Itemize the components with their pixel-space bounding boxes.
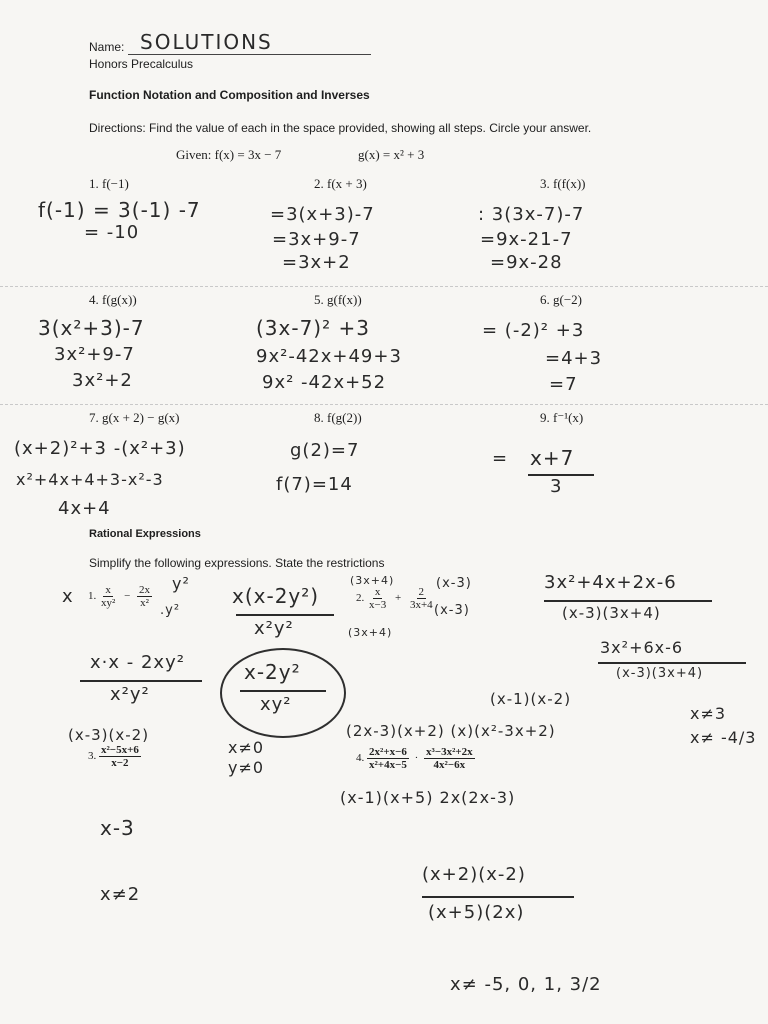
r1-minus: − [124, 590, 131, 603]
problem-7-work-3: 4x+4 [58, 498, 111, 519]
r2-annot-mult-top: (3x+4) [350, 574, 395, 587]
problem-3-label: 3. f(f(x)) [540, 176, 586, 191]
r1-restriction-2: y≠0 [228, 758, 265, 777]
problem-9-label: 9. f⁻¹(x) [540, 410, 584, 425]
r4-restriction: x≠ -5, 0, 1, 3/2 [450, 974, 602, 995]
r4-answer-bar [422, 896, 574, 898]
r2-step-den: (x-3)(3x+4) [616, 666, 704, 681]
r2-work-den: (x-3)(3x+4) [562, 604, 661, 622]
r2-term-2 [408, 586, 435, 611]
r1-annot-x: x [62, 586, 74, 607]
r1-label: 1. [88, 590, 97, 603]
problem-8-work-2: f(7)=14 [276, 474, 353, 495]
problem-7-work-1: (x+2)²+3 -(x²+3) [14, 438, 186, 459]
course-name: Honors Precalculus [89, 57, 194, 71]
r2-step-bar [598, 662, 746, 664]
r3-den: x−2 [111, 757, 129, 769]
problem-3-work-2: =9x-21-7 [480, 229, 573, 250]
problem-4-work-1: 3(x²+3)-7 [38, 316, 145, 340]
row-separator-1 [0, 286, 768, 287]
r4-factor-2-den: 4x²−6x [433, 759, 466, 771]
problem-3-work-1: : 3(3x-7)-7 [478, 204, 585, 225]
r2-term-1 [367, 586, 388, 611]
r2-expression [356, 586, 435, 611]
directions: Directions: Find the value of each in the space provided, showing all steps. Circle your answer. [89, 121, 592, 135]
problem-9-numerator: x+7 [530, 446, 575, 470]
problem-2-label: 2. f(x + 3) [314, 176, 367, 191]
r2-annot-num2: (x-3) [436, 576, 472, 591]
problem-2-work-2: =3x+9-7 [272, 229, 361, 250]
r2-annot-den2: (x-3) [434, 603, 470, 618]
rational-heading: Rational Expressions [89, 528, 201, 540]
r4-annot-mid: (2x-3)(x+2) (x)(x²-3x+2) [346, 722, 556, 740]
r4-answer-num: (x+2)(x-2) [422, 864, 526, 885]
r1-answer-num: x-2y² [244, 660, 301, 684]
r2-plus: + [394, 592, 402, 605]
given-g: g(x) = x² + 3 [358, 147, 425, 162]
problem-6-work-3: =7 [549, 374, 578, 395]
given-f: Given: f(x) = 3x − 7 [176, 147, 282, 162]
problem-6-work-1: = (-2)² +3 [482, 320, 585, 341]
r4-factor-1 [367, 746, 409, 771]
r4-factor-1-num: 2x²+x−6 [369, 746, 407, 758]
r3-restriction: x≠2 [100, 884, 141, 905]
r1-step-den: x²y² [110, 684, 150, 705]
problem-6-label: 6. g(−2) [540, 292, 582, 307]
r3-label: 3. [88, 750, 97, 763]
r1-work-num: x(x-2y²) [232, 584, 320, 608]
r1-term-2-num: 2x [139, 584, 151, 596]
problem-8-label: 8. f(g(2)) [314, 410, 362, 425]
section-title: Function Notation and Composition and Inverses [89, 88, 370, 102]
problem-6-work-2: =4+3 [545, 348, 603, 369]
problem-7-label: 7. g(x + 2) − g(x) [89, 410, 180, 425]
r1-restriction-1: x≠0 [228, 738, 265, 757]
row-separator-2 [0, 404, 768, 405]
problem-5-work-2: 9x²-42x+49+3 [256, 346, 402, 367]
r2-work-bar [544, 600, 712, 602]
r4-label: 4. [356, 752, 365, 765]
rational-directions: Simplify the following expressions. State the restrictions [89, 556, 385, 570]
r1-step-bar [80, 680, 202, 682]
r1-term-1-num: x [105, 584, 111, 596]
problem-3-work-3: =9x-28 [490, 252, 563, 273]
r1-annot-y2-b: .y² [160, 603, 181, 618]
r1-work-bar [236, 614, 334, 616]
r4-factor-2 [424, 746, 475, 771]
r2-term-1-num: x [374, 586, 381, 598]
r4-answer-den: (x+5)(2x) [428, 902, 525, 923]
r1-step-num: x·x - 2xy² [90, 652, 185, 673]
problem-1-label: 1. f(−1) [89, 176, 129, 191]
problem-8-work-1: g(2)=7 [290, 440, 360, 461]
r1-annot-y2: y² [172, 574, 190, 593]
name-line [128, 54, 371, 55]
r1-term-1 [99, 584, 117, 609]
problem-9-equals: = [492, 448, 509, 469]
problem-2-work-3: =3x+2 [282, 252, 351, 273]
r3-answer: x-3 [100, 816, 135, 840]
r1-work-den: x²y² [254, 618, 294, 639]
r2-annot-mult-bottom: (3x+4) [348, 626, 393, 639]
problem-5-work-1: (3x-7)² +3 [256, 316, 370, 340]
problem-4-label: 4. f(g(x)) [89, 292, 137, 307]
r2-label: 2. [356, 592, 365, 605]
problem-4-work-2: 3x²+9-7 [54, 344, 135, 365]
r2-restriction-2: x≠ -4/3 [690, 728, 757, 747]
problem-1-work-2: = -10 [84, 222, 140, 243]
problem-5-label: 5. g(f(x)) [314, 292, 362, 307]
problem-4-work-3: 3x²+2 [72, 370, 133, 391]
r3-factor: (x-3)(x-2) [68, 726, 150, 744]
r4-factor-1-den: x²+4x−5 [369, 759, 407, 771]
r2-work-num: 3x²+4x+2x-6 [544, 572, 677, 593]
r2-term-2-num: 2 [418, 586, 425, 598]
r1-expression [88, 584, 152, 609]
r4-annot-bottom: (x-1)(x+5) 2x(2x-3) [340, 788, 516, 807]
r1-term-2 [137, 584, 152, 609]
r3-expression [88, 744, 141, 769]
name-value: SOLUTIONS [140, 30, 273, 54]
r4-dot: · [414, 752, 419, 765]
r1-answer-bar [240, 690, 326, 692]
r1-term-2-den: x² [140, 597, 149, 609]
r2-step-num: 3x²+6x-6 [600, 638, 684, 657]
r4-expression [356, 746, 475, 771]
r3-num: x²−5x+6 [101, 744, 139, 756]
problem-7-work-2: x²+4x+4+3-x²-3 [16, 470, 164, 489]
problem-9-denominator: 3 [550, 476, 563, 497]
problem-1-work-1: f(-1) = 3(-1) -7 [38, 198, 201, 222]
problem-5-work-3: 9x² -42x+52 [262, 372, 387, 393]
problem-2-work-1: =3(x+3)-7 [270, 204, 375, 225]
name-label: Name: [89, 40, 125, 54]
r1-answer-den: xy² [260, 694, 292, 715]
r2-term-2-den: 3x+4 [409, 599, 433, 611]
r2-restriction-1: x≠3 [690, 704, 727, 723]
r4-annot-top: (x-1)(x-2) [490, 690, 572, 708]
r4-factor-2-num: x³−3x²+2x [426, 746, 473, 758]
r2-term-1-den: x−3 [369, 599, 387, 611]
r3-fraction [99, 744, 141, 769]
r1-term-1-den: xy² [101, 597, 116, 609]
